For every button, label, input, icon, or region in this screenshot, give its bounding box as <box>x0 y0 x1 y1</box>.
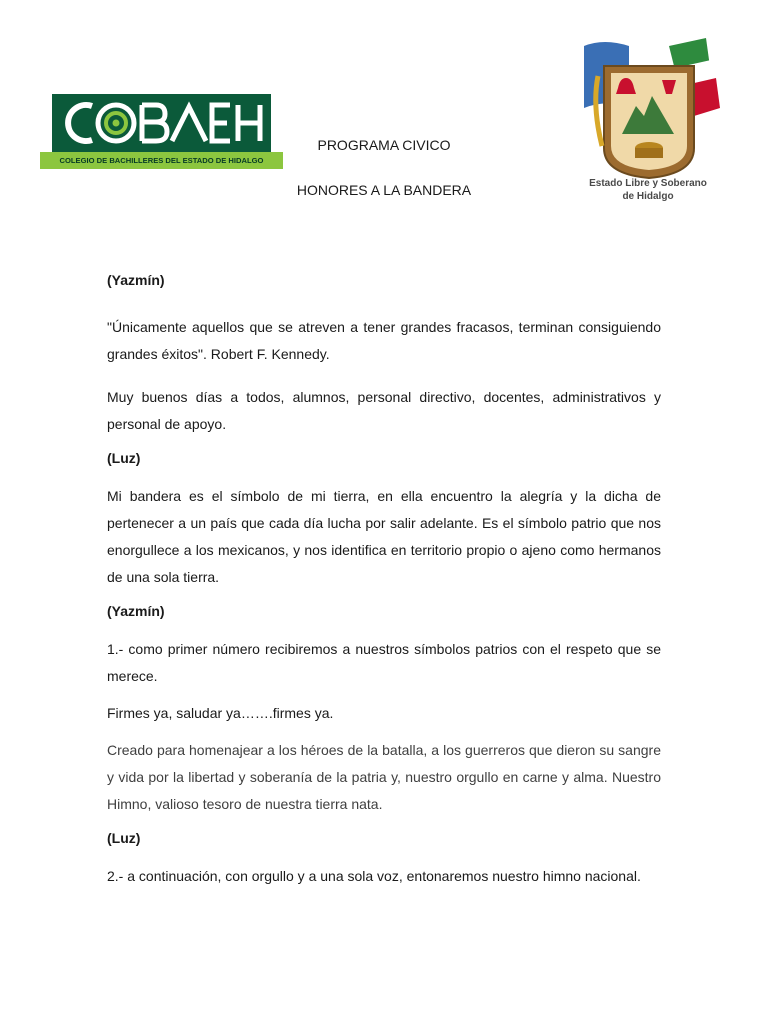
speaker-label: (Luz) <box>107 830 141 846</box>
flag-paragraph: Mi bandera es el símbolo de mi tierra, en ella encuentro la alegría y la dicha de pertenecer a un país que cada día lucha por salir adelante. Es el símbolo patrio que nos enorgullece a los mexicanos, y nos identifica en territorio propio o ajeno como hermanos de una sola tierra. <box>107 488 661 585</box>
cobaeh-logo-subtitle: COLEGIO DE BACHILLERES DEL ESTADO DE HIDALGO <box>59 156 264 165</box>
item-1-paragraph: 1.- como primer número recibiremos a nuestros símbolos patrios con el respeto que se merece. <box>107 641 661 684</box>
cobaeh-logo <box>40 94 283 170</box>
program-subtitle: HONORES A LA BANDERA <box>296 182 472 198</box>
command-paragraph: Firmes ya, saludar ya…….firmes ya. <box>107 705 334 721</box>
program-script <box>107 270 661 890</box>
greeting-paragraph: Muy buenos días a todos, alumnos, personal directivo, docentes, administrativos y personal de apoyo. <box>107 389 661 432</box>
cobaeh-logo-wordmark <box>52 94 271 152</box>
item-2-paragraph: 2.- a continuación, con orgullo y a una sola voz, entonaremos nuestro himno nacional. <box>107 868 641 884</box>
program-title: PROGRAMA CIVICO <box>317 137 451 153</box>
seal-caption <box>566 177 730 203</box>
anthem-paragraph: Creado para homenajear a los héroes de la batalla, a los guerreros que dieron su sangre y vida por la libertad y soberanía de la patria y, nuestro orgullo en carne y alma. Nuestro Himno, valioso tesoro de nuestra tierra nata. <box>107 742 661 812</box>
cobaeh-logo-subtitle-strip <box>40 152 283 169</box>
opening-quote: "Únicamente aquellos que se atreven a tener grandes fracasos, terminan consiguiendo grandes éxitos". Robert F. Kennedy. <box>107 319 661 362</box>
speaker-label: (Luz) <box>107 450 141 466</box>
seal-caption-line1: Estado Libre y Soberano <box>589 178 707 189</box>
speaker-label: (Yazmín) <box>107 603 165 619</box>
seal-caption-line2: de Hidalgo <box>622 191 674 202</box>
speaker-label: (Yazmín) <box>107 272 165 288</box>
cobaeh-wordmark-graphic <box>52 94 271 152</box>
